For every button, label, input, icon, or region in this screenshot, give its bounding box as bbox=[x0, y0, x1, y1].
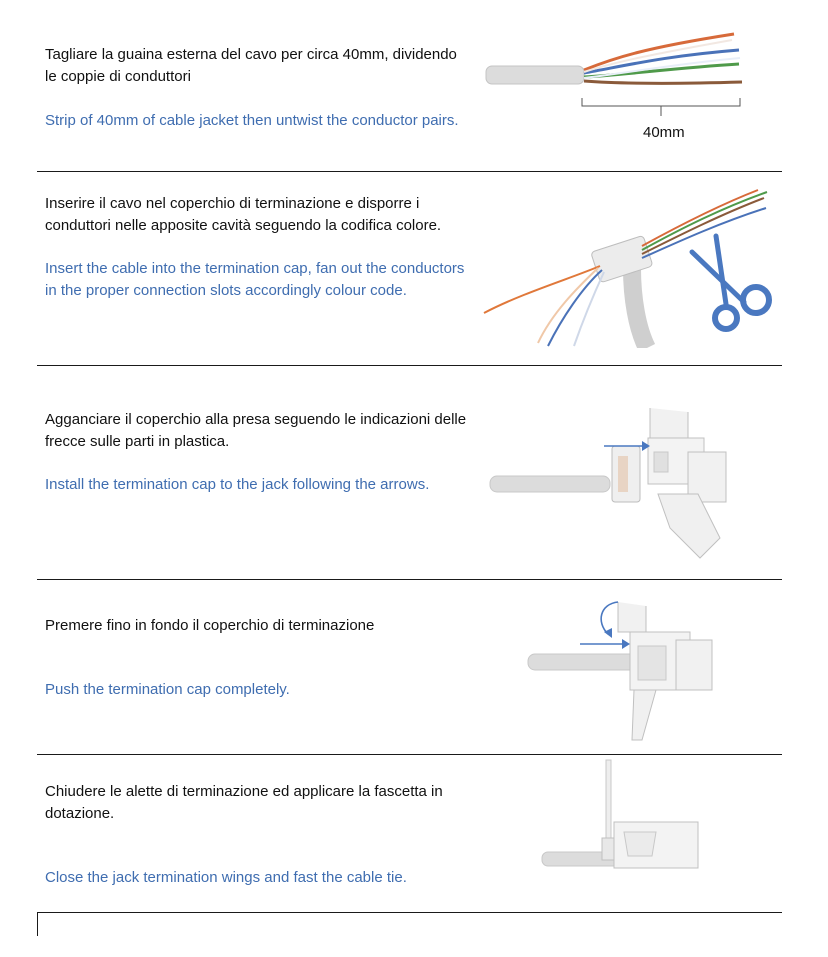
step-2-english-text: Insert the cable into the termination cap, fan out the conductors in the proper connection slots accordingly colour code. bbox=[45, 260, 465, 299]
step-3 bbox=[45, 409, 470, 496]
table-edge bbox=[37, 912, 38, 936]
cable-tie-illustration bbox=[540, 758, 700, 878]
step-1-italian-text: Tagliare la guaina esterna del cavo per circa 40mm, dividendo le coppie di conduttori bbox=[45, 46, 457, 85]
curved-arrow-icon bbox=[594, 598, 622, 640]
arrow-right-icon bbox=[580, 638, 630, 650]
separator bbox=[37, 171, 782, 172]
step-2 bbox=[45, 193, 470, 301]
separator bbox=[37, 754, 782, 755]
step-5-italian-text: Chiudere le alette di terminazione ed applicare la fascetta in dotazione. bbox=[45, 783, 443, 822]
measure-label: 40mm bbox=[643, 124, 685, 141]
step-4-english-text: Push the termination cap completely. bbox=[45, 680, 290, 698]
stripped-cable-illustration bbox=[484, 28, 754, 128]
step-5 bbox=[45, 781, 470, 889]
step-4 bbox=[45, 615, 470, 700]
step-1 bbox=[45, 44, 470, 132]
step-5-english-text: Close the jack termination wings and fast the cable tie. bbox=[45, 869, 407, 886]
separator bbox=[37, 912, 782, 913]
step-2-italian-text: Inserire il cavo nel coperchio di terminazione e disporre i conduttori nelle apposite cavità seguendo la codifica colore. bbox=[45, 195, 442, 234]
jack-install-illustration bbox=[488, 398, 738, 563]
step-3-english-text: Install the termination cap to the jack following the arrows. bbox=[45, 476, 430, 493]
step-4-italian-text: Premere fino in fondo il coperchio di terminazione bbox=[45, 617, 375, 634]
scissors-icon bbox=[686, 232, 776, 332]
separator bbox=[37, 579, 782, 580]
separator bbox=[37, 365, 782, 366]
step-3-italian-text: Agganciare il coperchio alla presa seguendo le indicazioni delle frecce sulle parti in plastica. bbox=[45, 411, 467, 450]
step-1-english-text: Strip of 40mm of cable jacket then untwist the conductor pairs. bbox=[45, 112, 459, 129]
arrow-right-icon bbox=[604, 440, 650, 452]
